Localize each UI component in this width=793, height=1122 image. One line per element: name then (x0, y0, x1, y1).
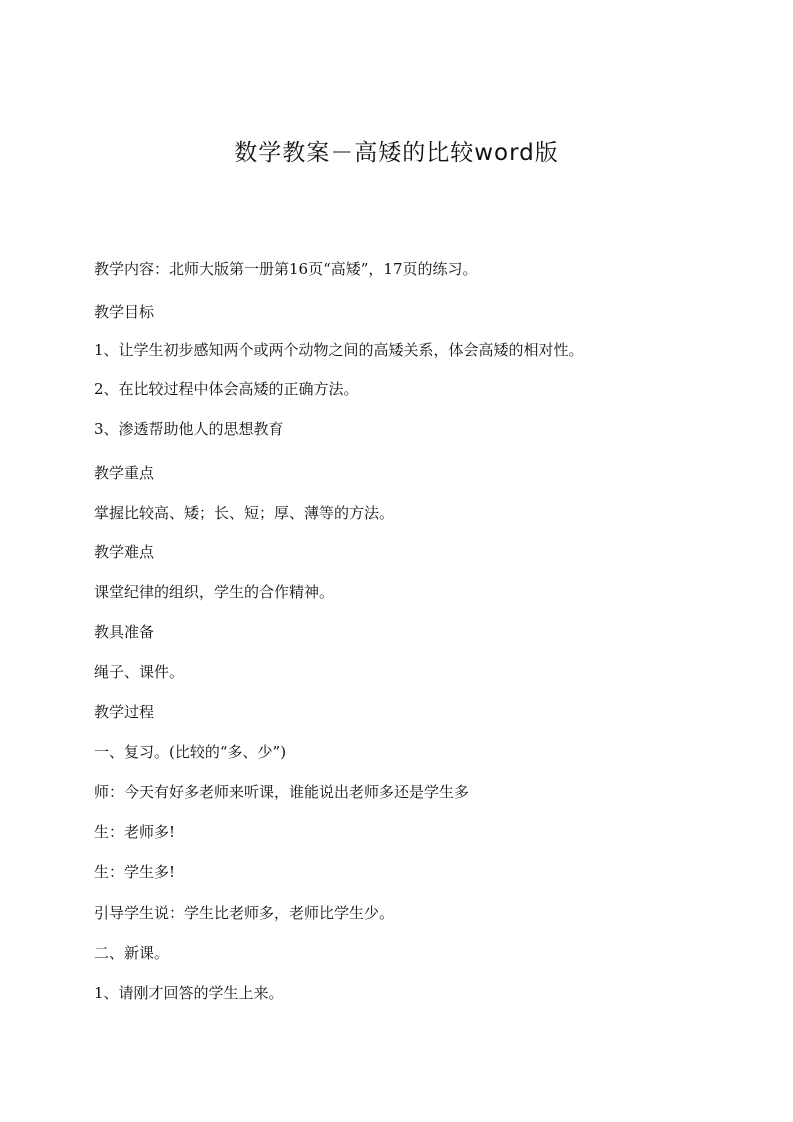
section-heading-key-points: 教学重点 (94, 464, 155, 482)
section-heading-materials: 教具准备 (94, 623, 155, 641)
objective-item-3: 3、渗透帮助他人的思想教育 (94, 420, 284, 438)
section-heading-process: 教学过程 (94, 703, 155, 721)
dialogue-student-2: 生：学生多! (94, 863, 176, 881)
key-points-text: 掌握比较高、矮；长、短；厚、薄等的方法。 (94, 504, 395, 522)
dialogue-student-1: 生：老师多! (94, 823, 176, 841)
section-heading-difficulties: 教学难点 (94, 543, 155, 561)
guided-statement: 引导学生说：学生比老师多，老师比学生少。 (94, 904, 395, 922)
process-step-review: 一、复习。(比较的“多、少”) (94, 743, 287, 761)
process-step-new-lesson: 二、新课。 (94, 944, 170, 962)
document-title: 数学教案－高矮的比较word版 (234, 140, 559, 166)
objective-item-2: 2、在比较过程中体会高矮的正确方法。 (94, 380, 359, 398)
new-lesson-item-1: 1、请刚才回答的学生上来。 (94, 984, 284, 1002)
dialogue-teacher: 师：今天有好多老师来听课，谁能说出老师多还是学生多 (94, 783, 470, 801)
objective-item-1: 1、让学生初步感知两个或两个动物之间的高矮关系，体会高矮的相对性。 (94, 341, 584, 359)
difficulties-text: 课堂纪律的组织，学生的合作精神。 (94, 583, 335, 601)
materials-text: 绳子、课件。 (94, 663, 185, 681)
section-heading-objectives: 教学目标 (94, 303, 155, 321)
teaching-content-line: 教学内容：北师大版第一册第16页“高矮”，17页的练习。 (94, 260, 478, 278)
